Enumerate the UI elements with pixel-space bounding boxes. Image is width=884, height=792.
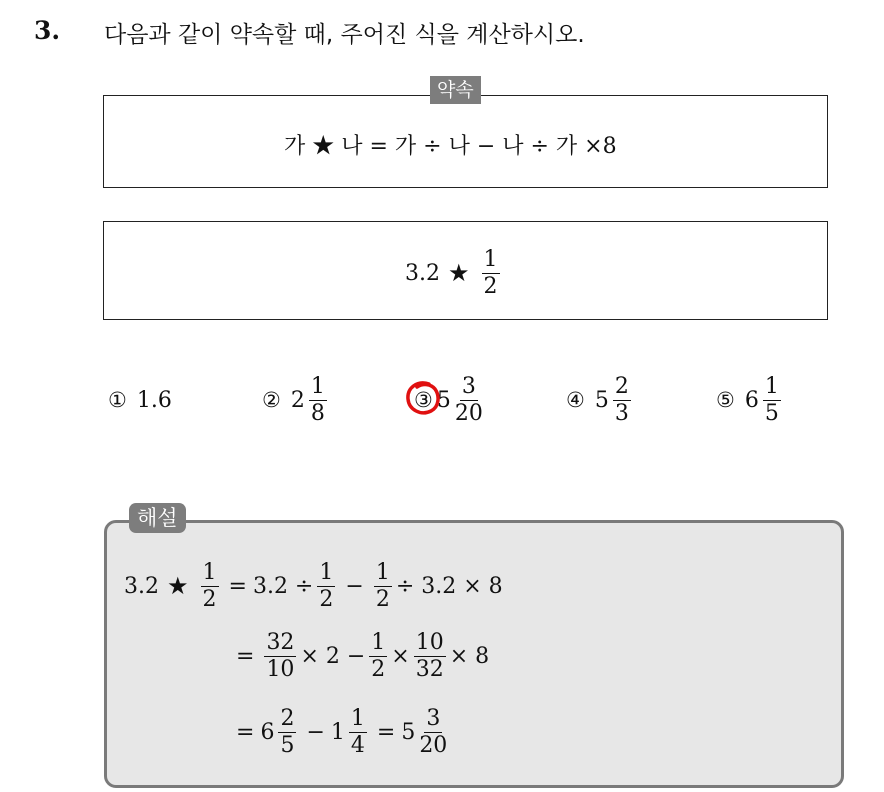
choice-number: ③: [414, 388, 433, 412]
solution-term: × 2 −: [300, 643, 366, 669]
given-left: 3.2: [405, 260, 440, 286]
solution-fraction: [317, 561, 335, 610]
choice-4[interactable]: [566, 370, 635, 430]
fraction-numerator: 1: [764, 374, 779, 400]
answer-circle-mark: [403, 378, 443, 418]
fraction-denominator: 5: [764, 400, 779, 426]
fraction-numerator: 1: [310, 374, 325, 400]
choice-fraction: [613, 375, 631, 424]
fraction-denominator: 20: [419, 732, 448, 758]
fraction-denominator: 2: [319, 586, 334, 612]
minus-sign: −: [306, 719, 325, 745]
solution-tag: 해설: [129, 503, 186, 533]
solution-fraction: [264, 631, 296, 680]
solution-line-1: [124, 556, 503, 616]
equals-sign: =: [228, 573, 247, 599]
choice-number: ②: [262, 388, 281, 412]
question-text: 다음과 같이 약속할 때, 주어진 식을 계산하시오.: [104, 22, 585, 48]
fraction-numerator: 1: [202, 560, 217, 586]
solution-term: 1: [330, 719, 345, 745]
minus-sign: −: [345, 573, 364, 599]
given-fraction: [482, 248, 500, 297]
fraction-denominator: 2: [202, 586, 217, 612]
choice-number: ①: [108, 388, 127, 412]
fraction-numerator: 3: [426, 706, 441, 732]
choice-whole: 5: [594, 387, 609, 413]
solution-fraction: [374, 561, 392, 610]
fraction-denominator: 2: [483, 273, 498, 299]
fraction-denominator: 32: [415, 656, 444, 682]
solution-fraction: [369, 631, 387, 680]
star-icon: ★: [448, 259, 470, 287]
equals-sign: =: [236, 719, 255, 745]
fraction-numerator: 1: [483, 247, 498, 273]
star-icon: ★: [167, 572, 189, 600]
choice-number: ⑤: [716, 388, 735, 412]
solution-fraction: [278, 707, 296, 756]
equals-sign: =: [236, 643, 255, 669]
fraction-denominator: 20: [454, 400, 483, 426]
solution-fraction: [419, 707, 447, 756]
solution-line-3: [230, 702, 451, 762]
fraction-numerator: 2: [614, 374, 629, 400]
choice-value: 1.6: [136, 387, 172, 413]
fraction-numerator: 1: [371, 630, 386, 656]
fraction-numerator: 1: [375, 560, 390, 586]
fraction-denominator: 8: [310, 400, 325, 426]
fraction-numerator: 1: [319, 560, 334, 586]
solution-fraction: [414, 631, 446, 680]
fraction-numerator: 1: [350, 706, 365, 732]
choice-whole: 6: [744, 387, 759, 413]
choice-5[interactable]: [716, 370, 785, 430]
solution-term: 5: [401, 719, 416, 745]
choice-whole: 5: [436, 387, 451, 413]
solution-term: ×: [391, 643, 410, 669]
fraction-numerator: 32: [266, 630, 295, 656]
problem-number: 3.: [34, 16, 61, 45]
rule-tag: 약속: [430, 76, 481, 104]
equals-sign: =: [376, 719, 396, 745]
solution-term: ÷ 3.2 × 8: [395, 573, 503, 599]
choice-fraction: [309, 375, 327, 424]
rule-expression: 가 ★ 나 = 가 ÷ 나 − 나 ÷ 가 ×8: [284, 133, 617, 159]
fraction-numerator: 3: [461, 374, 476, 400]
choice-number: ④: [566, 388, 585, 412]
choice-1[interactable]: [108, 370, 172, 430]
choice-whole: 2: [290, 387, 305, 413]
solution-term: 3.2: [124, 573, 159, 599]
fraction-denominator: 2: [371, 656, 386, 682]
fraction-denominator: 3: [614, 400, 629, 426]
fraction-denominator: 4: [350, 732, 365, 758]
solution-term: 3.2 ÷: [252, 573, 314, 599]
solution-fraction: [349, 707, 367, 756]
fraction-denominator: 5: [280, 732, 295, 758]
fraction-numerator: 2: [280, 706, 295, 732]
fraction-numerator: 10: [415, 630, 444, 656]
choice-fraction: [763, 375, 781, 424]
given-expression: [405, 248, 504, 298]
solution-line-2: [230, 626, 489, 686]
solution-term: × 8: [449, 643, 490, 669]
choice-fraction: [455, 375, 483, 424]
fraction-denominator: 10: [266, 656, 295, 682]
fraction-denominator: 2: [375, 586, 390, 612]
solution-fraction: [201, 561, 219, 610]
choice-2[interactable]: [262, 370, 331, 430]
solution-term: 6: [260, 719, 275, 745]
